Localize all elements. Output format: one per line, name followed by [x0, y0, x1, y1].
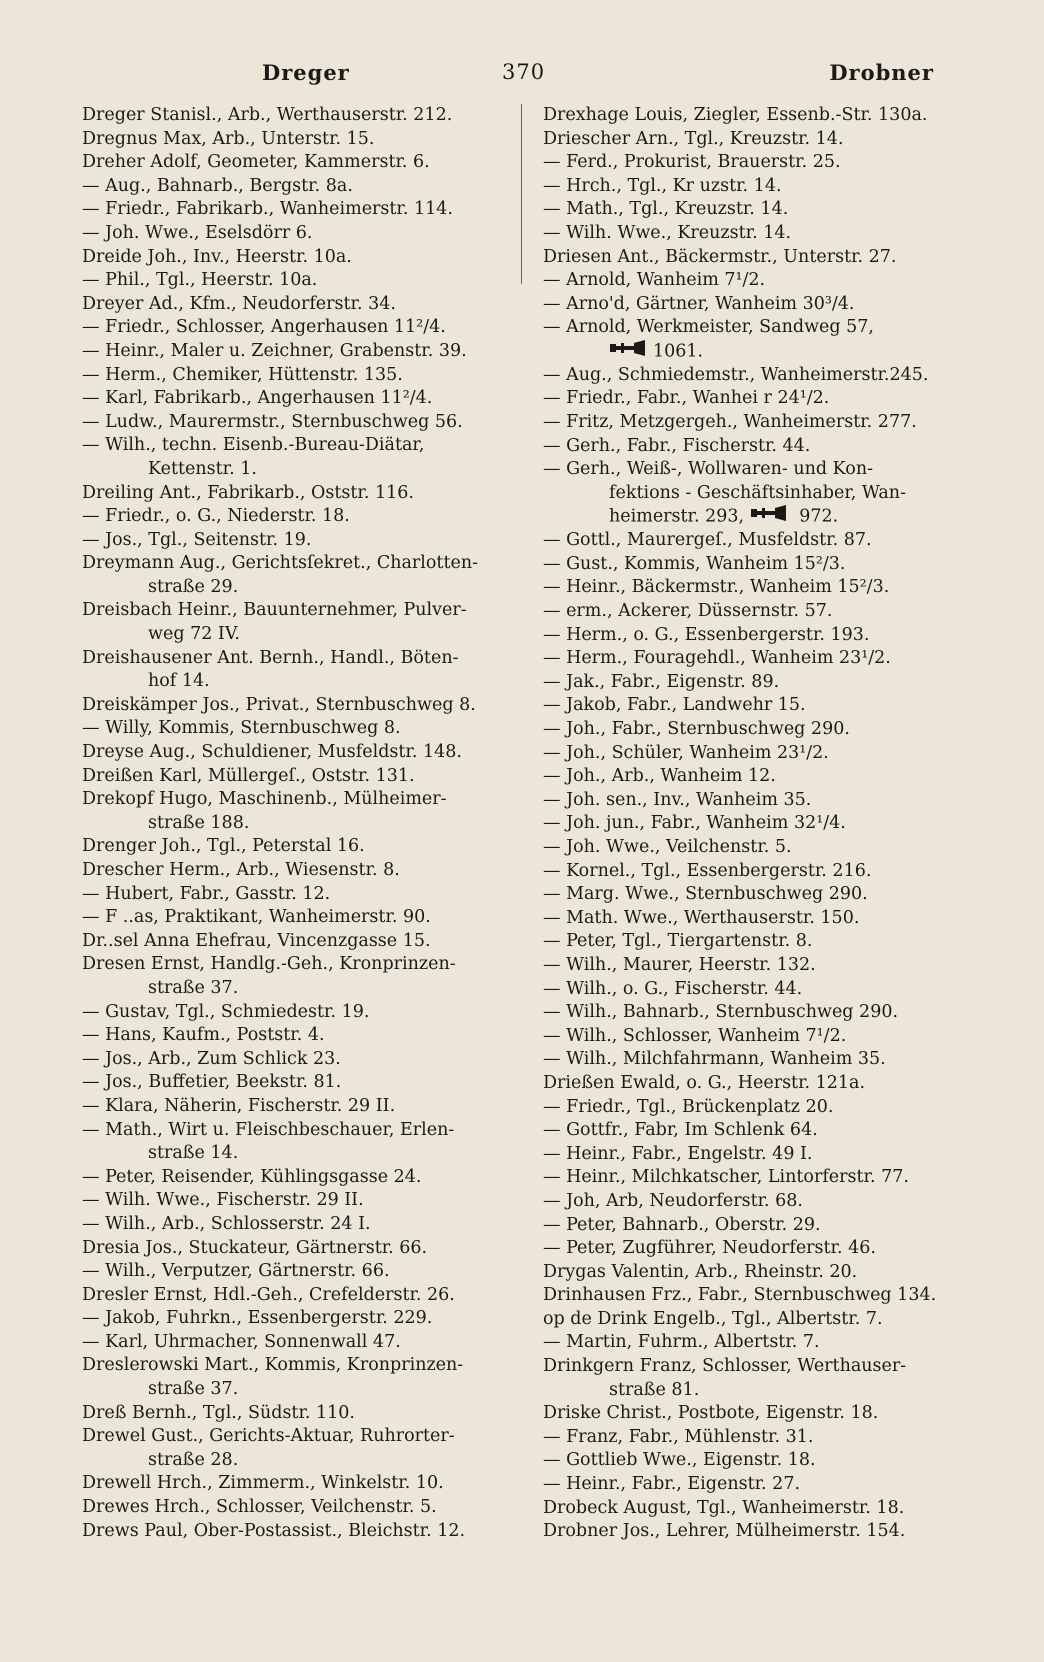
- directory-entry-line: [543, 482, 971, 506]
- directory-entry-line: [82, 1071, 512, 1095]
- entry-text: — Peter, Reisender, Kühlingsgasse 24.: [82, 1166, 422, 1187]
- entry-text: — Joh. Wwe., Veilchenstr. 5.: [543, 837, 792, 857]
- entry-text: — Aug., Schmiedemstr., Wanheimerstr.245.: [543, 364, 929, 385]
- entry-text: — Peter, Tgl., Tiergartenstr. 8.: [543, 931, 813, 952]
- entry-text: Dreymann Aug., Gerichtsſekret., Charlotten-: [82, 553, 479, 574]
- directory-entry-line: [543, 104, 971, 128]
- entry-text: Drygas Valentin, Arb., Rheinstr. 20.: [543, 1261, 858, 1282]
- directory-entry-line: [543, 742, 971, 766]
- entry-text: — Friedr., Fabrikarb., Wanheimerstr. 114.: [82, 199, 453, 220]
- entry-text: Dreß Bernh., Tgl., Südstr. 110.: [82, 1402, 355, 1423]
- directory-entry-line: [82, 1425, 512, 1449]
- entry-text: — Friedr., Fabr., Wanhei r 24¹/2.: [543, 388, 830, 409]
- entry-text: — Gustav, Tgl., Schmiedestr. 19.: [82, 1001, 370, 1022]
- directory-entry-line: [543, 1497, 971, 1521]
- directory-entry-line: [82, 387, 512, 411]
- entry-text: straße 28.: [148, 1449, 239, 1470]
- directory-entry-line: [543, 836, 971, 860]
- entry-text: — F ..as, Praktikant, Wanheimerstr. 90.: [82, 907, 431, 928]
- entry-text: — Kornel., Tgl., Essenbergerstr. 216.: [543, 860, 872, 881]
- directory-entry-line: [82, 1237, 512, 1261]
- entry-text: — Wilh., Milchfahrmann, Wanheim 35.: [543, 1049, 886, 1070]
- directory-entry-line: [82, 1142, 512, 1166]
- directory-entry-line: [82, 1001, 512, 1025]
- directory-entry-line: [543, 1308, 971, 1332]
- entry-text: — Heinr., Fabr., Eigenstr. 27.: [543, 1474, 801, 1495]
- entry-text: — Wilh., Schlosser, Wanheim 7¹/2.: [543, 1025, 847, 1046]
- directory-entry-line: [82, 293, 512, 317]
- entry-text: — Peter, Bahnarb., Oberstr. 29.: [543, 1214, 821, 1235]
- directory-entry-line: [543, 1096, 971, 1120]
- entry-text: Drobeck August, Tgl., Wanheimerstr. 18.: [543, 1497, 905, 1518]
- directory-entry-line: [82, 906, 512, 930]
- entry-text: straße 188.: [148, 812, 250, 833]
- directory-entry-line: [543, 1048, 971, 1072]
- entry-text: straße 81.: [609, 1379, 700, 1400]
- entry-text: — Joh. sen., Inv., Wanheim 35.: [543, 789, 812, 810]
- directory-entry-line: [543, 1379, 971, 1403]
- directory-entry-line: [543, 269, 971, 293]
- directory-entry-line: [543, 246, 971, 270]
- directory-entry-line: [82, 788, 512, 812]
- entry-text: — Math., Tgl., Kreuzstr. 14.: [543, 199, 789, 220]
- entry-text: — Gerh., Fabr., Fischerstr. 44.: [543, 435, 811, 456]
- directory-entry-line: [82, 1331, 512, 1355]
- directory-entry-line: [82, 1354, 512, 1378]
- directory-entry-line: [543, 789, 971, 813]
- directory-entry-line: [82, 1449, 512, 1473]
- entry-text: — Ludw., Maurermstr., Sternbuschweg 56.: [82, 411, 463, 432]
- header-first-name: Dreger: [262, 60, 350, 85]
- entry-text: Dr..sel Anna Ehefrau, Vincenzgasse 15.: [82, 930, 431, 951]
- directory-entry-line: [82, 175, 512, 199]
- directory-entry-line: [82, 151, 512, 175]
- directory-entry-line: [82, 222, 512, 246]
- entry-text: Dreisbach Heinr., Bauunternehmer, Pulver-: [82, 600, 467, 621]
- header-last-name: Drobner: [829, 60, 934, 85]
- directory-entry-line: [82, 1166, 512, 1190]
- directory-entry-line: [82, 1024, 512, 1048]
- directory-entry-line: [543, 340, 971, 364]
- entry-text: — Jos., Buffetier, Beekstr. 81.: [82, 1072, 342, 1093]
- directory-entry-line: [543, 718, 971, 742]
- directory-entry-line: [543, 293, 971, 317]
- directory-entry-line: [82, 930, 512, 954]
- directory-entry-line: [82, 1307, 512, 1331]
- entry-text: — Gerh., Weiß-, Wollwaren- und Kon-: [543, 459, 874, 480]
- entry-text: — Heinr., Milchkatscher, Lintorferstr. 77.: [543, 1167, 909, 1188]
- entry-text: — Wilh., techn. Eisenb.-Bureau-Diätar,: [82, 435, 425, 456]
- directory-entry-line: [82, 104, 512, 128]
- entry-text: — Ferd., Prokurist, Brauerstr. 25.: [543, 152, 841, 173]
- directory-entry-line: [543, 364, 971, 388]
- entry-text: — erm., Ackerer, Düssernstr. 57.: [543, 601, 833, 622]
- entry-text: Drenger Joh., Tgl., Peterstal 16.: [82, 836, 365, 857]
- entry-text: — Joh., Fabr., Sternbuschweg 290.: [543, 719, 850, 740]
- directory-entry-line: [543, 576, 971, 600]
- page-number: 370: [502, 60, 546, 84]
- directory-entry-line: [82, 1378, 512, 1402]
- directory-entry-line: [82, 1189, 512, 1213]
- directory-entry-line: [82, 670, 512, 694]
- directory-entry-line: [543, 1190, 971, 1214]
- entry-text: Dresler Ernst, Hdl.-Geh., Crefelderstr. 26.: [82, 1284, 455, 1305]
- entry-text: Dreyer Ad., Kfm., Neudorferstr. 34.: [82, 293, 396, 314]
- entry-text: — Herm., Fouragehdl., Wanheim 23¹/2.: [543, 648, 891, 669]
- directory-entry-line: [543, 978, 971, 1002]
- directory-entry-line: [543, 1355, 971, 1379]
- directory-entry-line: [543, 458, 971, 482]
- telephone-icon: [609, 340, 649, 364]
- entry-text: Dreslerowski Mart., Kommis, Kronprinzen-: [82, 1355, 464, 1376]
- directory-entry-line: [543, 1237, 971, 1261]
- entry-text: — Joh. jun., Fabr., Wanheim 32¹/4.: [543, 813, 846, 834]
- entry-text: — Phil., Tgl., Heerstr. 10a.: [82, 270, 318, 291]
- entry-text: — Arnold, Werkmeister, Sandweg 57,: [543, 317, 874, 338]
- directory-entry-line: [543, 1001, 971, 1025]
- entry-text: — Heinr., Maler u. Zeichner, Grabenstr. 39.: [82, 340, 467, 361]
- directory-entry-line: [543, 387, 971, 411]
- directory-entry-line: [82, 529, 512, 553]
- entry-text: — Heinr., Bäckermstr., Wanheim 15²/3.: [543, 577, 890, 598]
- entry-text: — Klara, Näherin, Fischerstr. 29 II.: [82, 1095, 396, 1116]
- entry-text: Drinkgern Franz, Schlosser, Werthauser-: [543, 1356, 907, 1377]
- entry-text: — Gottlieb Wwe., Eigenstr. 18.: [543, 1450, 816, 1471]
- entry-text: — Arnold, Wanheim 7¹/2.: [543, 270, 766, 291]
- directory-entry-line: [82, 1119, 512, 1143]
- entry-text: straße 37.: [148, 977, 239, 998]
- entry-text: — Wilh., Verputzer, Gärtnerstr. 66.: [82, 1261, 390, 1282]
- entry-text: — Heinr., Fabr., Engelstr. 49 I.: [543, 1143, 813, 1164]
- directory-entry-line: [543, 860, 971, 884]
- directory-entry-line: [82, 977, 512, 1001]
- directory-entry-line: [82, 835, 512, 859]
- directory-entry-line: [543, 1426, 971, 1450]
- entry-text: straße 29.: [148, 576, 239, 597]
- directory-entry-line: [82, 1260, 512, 1284]
- entry-text: Drescher Herm., Arb., Wiesenstr. 8.: [82, 860, 400, 880]
- directory-entry-line: [543, 411, 971, 435]
- directory-entry-line: [543, 553, 971, 577]
- entry-text: fektions - Geschäftsinhaber, Wan-: [609, 482, 906, 503]
- entry-text: — Wilh. Wwe., Fischerstr. 29 II.: [82, 1190, 364, 1211]
- directory-entry-line: [82, 1496, 512, 1520]
- directory-entry-line: [82, 198, 512, 222]
- entry-text: Drews Paul, Ober-Postassist., Bleichstr. 12.: [82, 1520, 466, 1541]
- directory-entry-line: [543, 624, 971, 648]
- entry-text: Driesen Ant., Bäckermstr., Unterstr. 27.: [543, 246, 897, 267]
- entry-text: Drobner Jos., Lehrer, Mülheimerstr. 154.: [543, 1521, 906, 1542]
- directory-entry-line: [543, 128, 971, 152]
- entry-text: — Jos., Arb., Zum Schlick 23.: [82, 1048, 341, 1069]
- entry-text: — Joh., Arb., Wanheim 12.: [543, 766, 776, 787]
- directory-entry-line: [82, 128, 512, 152]
- directory-entry-line: [543, 812, 971, 836]
- entry-text: — Wilh., Arb., Schlosserstr. 24 I.: [82, 1213, 371, 1234]
- entry-text: Drewel Gust., Gerichts-Aktuar, Ruhrorter-: [82, 1426, 455, 1447]
- directory-entry-line: [82, 717, 512, 741]
- entry-text: — Joh. Wwe., Eselsdörr 6.: [82, 222, 313, 243]
- entry-text: — Willy, Kommis, Sternbuschweg 8.: [82, 718, 401, 739]
- entry-text: — Hubert, Fabr., Gasstr. 12.: [82, 883, 331, 904]
- directory-entry-line: [543, 1214, 971, 1238]
- entry-text: — Wilh., Maurer, Heerstr. 132.: [543, 954, 816, 975]
- directory-entry-line: [82, 812, 512, 836]
- entry-text: — Friedr., Schlosser, Angerhausen 11²/4.: [82, 317, 446, 338]
- entry-text: — Herm., o. G., Essenbergerstr. 193.: [543, 624, 870, 645]
- entry-text: op de Drink Engelb., Tgl., Albertstr. 7.: [543, 1308, 883, 1329]
- directory-entry-line: [543, 647, 971, 671]
- directory-entry-line: [82, 552, 512, 576]
- entry-text: — Karl, Uhrmacher, Sonnenwall 47.: [82, 1331, 401, 1352]
- entry-text: — Wilh. Wwe., Kreuzstr. 14.: [543, 222, 792, 243]
- directory-entry-line: [82, 458, 512, 482]
- directory-entry-line: [82, 741, 512, 765]
- directory-entry-line: [543, 1402, 971, 1426]
- directory-entry-line: [82, 953, 512, 977]
- entry-text: Dreher Adolf, Geometer, Kammerstr. 6.: [82, 152, 430, 173]
- directory-entry-line: [82, 482, 512, 506]
- entry-text: — Gottl., Maurergeſ., Musfeldstr. 87.: [543, 530, 872, 551]
- directory-entry-line: [82, 411, 512, 435]
- entry-text: Dreißen Karl, Müllergeſ., Oststr. 131.: [82, 765, 415, 786]
- directory-entry-line: [82, 1095, 512, 1119]
- entry-text: — Fritz, Metzgergeh., Wanheimerstr. 277.: [543, 412, 917, 433]
- directory-entry-line: [543, 222, 971, 246]
- directory-entry-line: [543, 1143, 971, 1167]
- directory-entry-line: [543, 1166, 971, 1190]
- entry-text: — Jakob, Fuhrkn., Essenbergerstr. 229.: [82, 1308, 433, 1329]
- entry-text: Dreide Joh., Inv., Heerstr. 10a.: [82, 246, 352, 267]
- directory-entry-line: [543, 1473, 971, 1497]
- directory-entry-line: [543, 907, 971, 931]
- directory-entry-line: [543, 1331, 971, 1355]
- entry-text: — Hans, Kaufm., Poststr. 4.: [82, 1025, 325, 1046]
- directory-entry-line: [543, 529, 971, 553]
- directory-entry-line: [82, 269, 512, 293]
- directory-entry-line: [82, 1048, 512, 1072]
- entry-text: — Gust., Kommis, Wanheim 15²/3.: [543, 553, 846, 574]
- directory-entry-line: [543, 671, 971, 695]
- directory-entry-line: [543, 694, 971, 718]
- directory-entry-line: [543, 1261, 971, 1285]
- entry-text: Driescher Arn., Tgl., Kreuzstr. 14.: [543, 128, 844, 149]
- entry-text: Drexhage Louis, Ziegler, Essenb.-Str. 130a.: [543, 105, 928, 125]
- directory-entry-line: [543, 1284, 971, 1308]
- entry-text: — Friedr., Tgl., Brückenplatz 20.: [543, 1096, 834, 1117]
- entry-text: — Gottfr., Fabr, Im Schlenk 64.: [543, 1120, 818, 1141]
- entry-text: — Math., Wirt u. Fleischbeschauer, Erlen-: [82, 1119, 455, 1140]
- entry-text: — Arno'd, Gärtner, Wanheim 30³/4.: [543, 293, 855, 314]
- entry-text: — Martin, Fuhrm., Albertstr. 7.: [543, 1332, 820, 1353]
- entry-text: — Wilh., o. G., Fischerstr. 44.: [543, 978, 803, 999]
- directory-entry-line: [82, 647, 512, 671]
- directory-entry-line: [543, 175, 971, 199]
- directory-entry-line: [82, 1472, 512, 1496]
- directory-entry-line: [82, 765, 512, 789]
- directory-entry-line: [543, 198, 971, 222]
- directory-entry-line: [543, 765, 971, 789]
- entry-text: Dresia Jos., Stuckateur, Gärtnerstr. 66.: [82, 1237, 428, 1258]
- entry-text: — Herm., Chemiker, Hüttenstr. 135.: [82, 364, 403, 385]
- directory-entry-line: [82, 1284, 512, 1308]
- entry-text: weg 72 IV.: [148, 624, 240, 645]
- directory-entry-line: [543, 1072, 971, 1096]
- directory-entry-line: [82, 1520, 512, 1544]
- entry-text: — Joh, Arb, Neudorferstr. 68.: [543, 1190, 803, 1211]
- directory-entry-line: [82, 599, 512, 623]
- entry-text: Driske Christ., Postbote, Eigenstr. 18.: [543, 1403, 879, 1424]
- directory-entry-line: [543, 1449, 971, 1473]
- entry-text: Dresen Ernst, Handlg.-Geh., Kronprinzen-: [82, 954, 456, 975]
- directory-entry-line: [82, 623, 512, 647]
- entry-text: — Friedr., o. G., Niederstr. 18.: [82, 506, 350, 527]
- directory-entry-line: [82, 340, 512, 364]
- right-column: [543, 104, 971, 1544]
- entry-text: Drewell Hrch., Zimmerm., Winkelstr. 10.: [82, 1473, 444, 1494]
- directory-entry-line: [543, 954, 971, 978]
- entry-text-part: heimerstr. 293,: [609, 506, 750, 527]
- entry-text: straße 37.: [148, 1379, 239, 1400]
- entry-text: — Joh., Schüler, Wanheim 23¹/2.: [543, 742, 829, 763]
- entry-text: — Karl, Fabrikarb., Angerhausen 11²/4.: [82, 388, 433, 409]
- entry-text: Dreishausener Ant. Bernh., Handl., Böten-: [82, 647, 459, 668]
- entry-text: 1061.: [653, 341, 704, 362]
- entry-text: Drießen Ewald, o. G., Heerstr. 121a.: [543, 1072, 866, 1093]
- directory-entry-line: [82, 316, 512, 340]
- entry-text: Drekopf Hugo, Maschinenb., Mülheimer-: [82, 789, 447, 810]
- directory-entry-line: [543, 1119, 971, 1143]
- directory-entry-line: [543, 316, 971, 340]
- entry-text: — Jos., Tgl., Seitenstr. 19.: [82, 529, 312, 550]
- directory-entry-line: [543, 505, 971, 529]
- directory-entry-line: [82, 576, 512, 600]
- entry-text: straße 14.: [148, 1143, 239, 1164]
- telephone-icon: [750, 505, 790, 529]
- directory-entry-line: [543, 435, 971, 459]
- entry-text: — Jak., Fabr., Eigenstr. 89.: [543, 671, 780, 692]
- directory-entry-line: [82, 694, 512, 718]
- entry-text: — Math. Wwe., Werthauserstr. 150.: [543, 907, 860, 928]
- entry-text-part: 972.: [793, 506, 839, 527]
- directory-entry-line: [543, 151, 971, 175]
- directory-entry-line: [543, 883, 971, 907]
- entry-text: Dreiskämper Jos., Privat., Sternbuschweg 8.: [82, 694, 476, 715]
- entry-text: Dregnus Max, Arb., Unterstr. 15.: [82, 128, 375, 149]
- entry-text: — Franz, Fabr., Mühlenstr. 31.: [543, 1426, 814, 1447]
- entry-text: — Peter, Zugführer, Neudorferstr. 46.: [543, 1238, 876, 1259]
- entry-text: — Jakob, Fabr., Landwehr 15.: [543, 695, 806, 716]
- entry-text: Dreyse Aug., Schuldiener, Musfeldstr. 148.: [82, 742, 462, 763]
- directory-entry-line: [543, 930, 971, 954]
- entry-text: — Aug., Bahnarb., Bergstr. 8a.: [82, 175, 353, 196]
- directory-entry-line: [82, 505, 512, 529]
- directory-entry-line: [82, 434, 512, 458]
- directory-entry-line: [543, 1025, 971, 1049]
- directory-entry-line: [543, 1520, 971, 1544]
- entry-text: hof 14.: [148, 671, 210, 692]
- page-header: [82, 60, 968, 90]
- directory-entry-line: [543, 600, 971, 624]
- directory-entry-line: [82, 1213, 512, 1237]
- entry-text: — Wilh., Bahnarb., Sternbuschweg 290.: [543, 1002, 899, 1023]
- entry-text: Drinhausen Frz., Fabr., Sternbuschweg 134.: [543, 1285, 937, 1306]
- directory-entry-line: [82, 859, 512, 883]
- directory-entry-line: [82, 1402, 512, 1426]
- column-divider: [521, 104, 522, 284]
- entry-text: Dreiling Ant., Fabrikarb., Oststr. 116.: [82, 482, 414, 503]
- entry-text: Kettenstr. 1.: [148, 458, 257, 479]
- left-column: [82, 104, 512, 1543]
- directory-entry-line: [82, 364, 512, 388]
- entry-text: — Hrch., Tgl., Kr uzstr. 14.: [543, 175, 782, 196]
- entry-text: Dreger Stanisl., Arb., Werthauserstr. 212.: [82, 105, 453, 125]
- entry-text: — Marg. Wwe., Sternbuschweg 290.: [543, 884, 868, 905]
- directory-entry-line: [82, 246, 512, 270]
- directory-entry-line: [82, 883, 512, 907]
- entry-text: Drewes Hrch., Schlosser, Veilchenstr. 5.: [82, 1497, 437, 1518]
